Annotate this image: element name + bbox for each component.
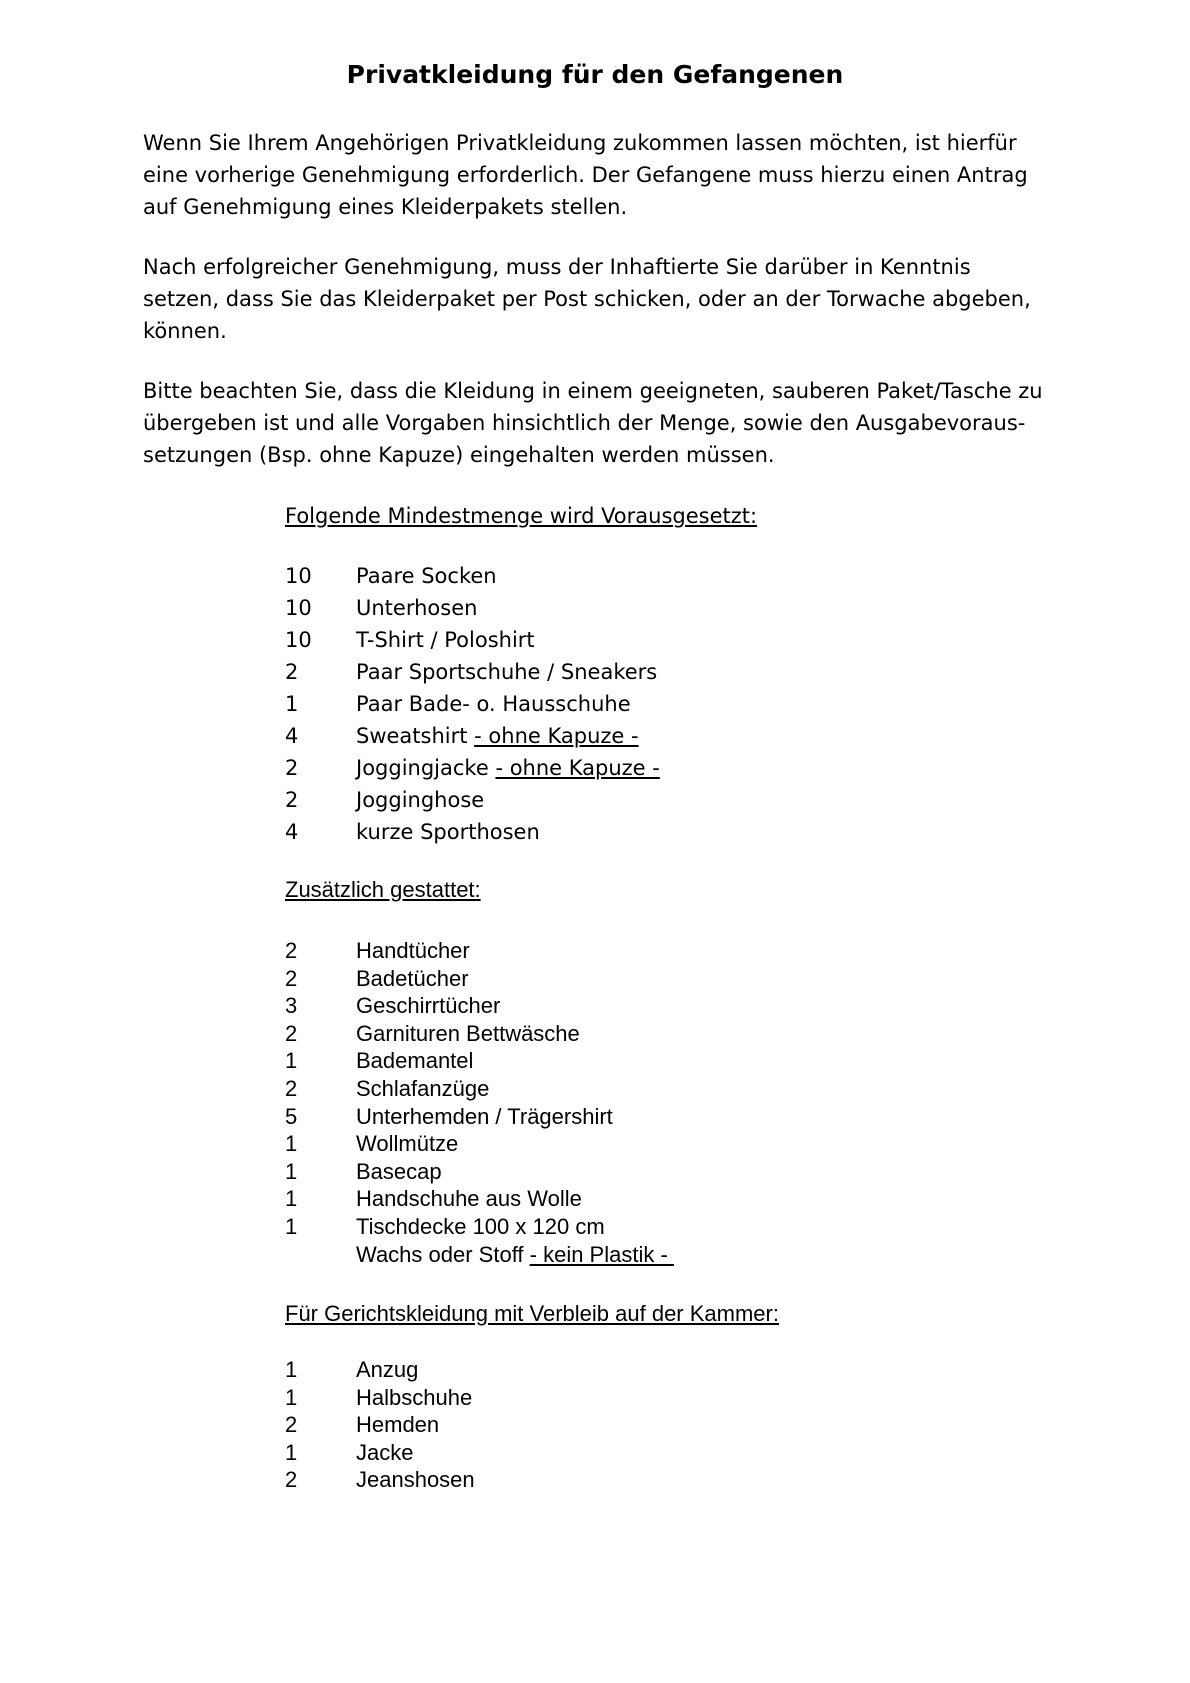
item-label bbox=[356, 1411, 439, 1439]
item-quantity: 2 bbox=[285, 1020, 298, 1046]
item-text: Unterhosen bbox=[356, 596, 478, 620]
item-text: Geschirrtücher bbox=[356, 993, 501, 1019]
item-quantity: 1 bbox=[285, 1048, 298, 1074]
list-item bbox=[285, 1075, 674, 1103]
list-item bbox=[285, 965, 674, 993]
item-quantity: 10 bbox=[285, 628, 312, 652]
item-label bbox=[356, 965, 469, 993]
list-item bbox=[285, 752, 757, 784]
item-label bbox=[356, 1185, 582, 1213]
item-note: - kein Plastik - bbox=[529, 1241, 674, 1267]
item-label bbox=[356, 720, 639, 752]
page-title: Privatkleidung für den Gefangenen bbox=[346, 60, 844, 89]
packaging-paragraph: Bitte beachten Sie, dass die Kleidung in einem geeigneten, sauberen Paket/Tasche zu übergeben ist und alle Vorgaben hinsichtlich der Menge, sowie den Ausgabevoraus- setzungen (Bsp. ohne Kapuze) eingehalten werden müssen. bbox=[143, 379, 1043, 467]
list-item bbox=[285, 688, 757, 720]
minimum-quantity-heading: Folgende Mindestmenge wird Vorausgesetzt: bbox=[285, 504, 758, 528]
item-quantity: 1 bbox=[285, 1186, 298, 1212]
item-text: Schlafanzüge bbox=[356, 1075, 490, 1101]
court-clothing-list bbox=[285, 1356, 779, 1494]
item-text: Hemden bbox=[356, 1412, 440, 1438]
item-text: Paar Bade- o. Hausschuhe bbox=[356, 692, 631, 716]
additional-allowed-list bbox=[285, 937, 674, 1268]
item-text: Handtücher bbox=[356, 938, 470, 963]
item-text: Wachs oder Stoff bbox=[356, 1241, 530, 1267]
item-label bbox=[356, 688, 631, 720]
list-item bbox=[285, 784, 757, 816]
item-note: - ohne Kapuze - bbox=[495, 756, 660, 780]
item-quantity: 5 bbox=[285, 1103, 298, 1129]
item-quantity: 1 bbox=[285, 1439, 298, 1465]
item-label bbox=[356, 656, 657, 688]
item-text: Halbschuhe bbox=[356, 1384, 473, 1410]
list-item bbox=[285, 1103, 674, 1131]
list-item bbox=[285, 1439, 779, 1467]
item-label bbox=[356, 560, 497, 592]
list-item bbox=[285, 1384, 779, 1412]
item-label bbox=[356, 1241, 674, 1269]
list-item bbox=[285, 1356, 779, 1384]
list-item bbox=[285, 592, 757, 624]
item-quantity: 4 bbox=[285, 820, 299, 844]
item-text: Paar Sportschuhe / Sneakers bbox=[356, 660, 658, 684]
item-label bbox=[356, 1384, 472, 1412]
item-quantity: 2 bbox=[285, 1467, 298, 1493]
item-label bbox=[356, 752, 660, 784]
list-item bbox=[285, 1466, 779, 1494]
item-text: Unterhemden / Trägershirt bbox=[356, 1103, 613, 1129]
item-text: Jacke bbox=[356, 1439, 414, 1465]
item-label bbox=[356, 1356, 418, 1384]
list-item bbox=[285, 992, 674, 1020]
item-quantity: 2 bbox=[285, 1412, 298, 1438]
item-label bbox=[356, 1213, 605, 1241]
item-quantity: 2 bbox=[285, 938, 298, 963]
list-item bbox=[285, 1130, 674, 1158]
item-text: kurze Sporthosen bbox=[356, 820, 540, 844]
item-quantity: 2 bbox=[285, 660, 299, 684]
minimum-quantity-list bbox=[285, 560, 757, 848]
court-clothing-heading: Für Gerichtskleidung mit Verbleib auf der Kammer: bbox=[285, 1301, 779, 1326]
item-text: Wollmütze bbox=[356, 1131, 459, 1157]
item-text: Tischdecke 100 x 120 cm bbox=[356, 1213, 605, 1239]
item-quantity: 2 bbox=[285, 756, 299, 780]
item-note: - ohne Kapuze - bbox=[474, 724, 639, 748]
item-text: Anzug bbox=[356, 1357, 419, 1382]
item-quantity: 2 bbox=[285, 965, 298, 991]
list-item bbox=[285, 1213, 674, 1241]
list-item bbox=[285, 1185, 674, 1213]
list-item bbox=[285, 720, 757, 752]
item-quantity: 4 bbox=[285, 724, 299, 748]
item-quantity: 2 bbox=[285, 1075, 298, 1101]
item-quantity bbox=[285, 1241, 356, 1269]
item-quantity: 1 bbox=[285, 1158, 298, 1184]
list-item bbox=[285, 1158, 674, 1186]
item-quantity: 2 bbox=[285, 788, 299, 812]
item-text: Badetücher bbox=[356, 965, 469, 991]
list-item bbox=[285, 560, 757, 592]
item-label bbox=[356, 592, 477, 624]
item-label bbox=[356, 624, 535, 656]
item-label bbox=[356, 1075, 489, 1103]
item-text: T-Shirt / Poloshirt bbox=[356, 628, 535, 652]
minimum-quantity-section bbox=[285, 500, 757, 848]
item-text: Bademantel bbox=[356, 1048, 474, 1074]
item-label bbox=[356, 1130, 458, 1158]
item-label bbox=[356, 1439, 413, 1467]
list-item bbox=[285, 1047, 674, 1075]
item-text: Sweatshirt bbox=[356, 724, 475, 748]
list-item bbox=[285, 1241, 674, 1269]
item-text: Jeanshosen bbox=[356, 1467, 475, 1493]
item-text: Handschuhe aus Wolle bbox=[356, 1186, 582, 1212]
item-label bbox=[356, 992, 500, 1020]
item-quantity: 3 bbox=[285, 993, 298, 1019]
item-text: Jogginghose bbox=[356, 788, 485, 812]
item-quantity: 1 bbox=[285, 1357, 298, 1382]
item-quantity: 10 bbox=[285, 596, 312, 620]
item-label bbox=[356, 784, 484, 816]
item-quantity: 1 bbox=[285, 1213, 298, 1239]
list-item bbox=[285, 937, 674, 965]
item-quantity: 1 bbox=[285, 692, 299, 716]
approval-paragraph: Nach erfolgreicher Genehmigung, muss der Inhaftierte Sie darüber in Kenntnis setzen, dass Sie das Kleiderpaket per Post schicken, oder an der Torwache abgeben, können. bbox=[143, 255, 1031, 343]
item-quantity: 1 bbox=[285, 1384, 298, 1410]
item-label bbox=[356, 1020, 580, 1048]
court-clothing-section bbox=[285, 1300, 779, 1494]
list-item bbox=[285, 656, 757, 688]
item-quantity: 10 bbox=[285, 564, 312, 588]
additional-allowed-heading: Zusätzlich gestattet: bbox=[285, 877, 481, 902]
item-text: Garnituren Bettwäsche bbox=[356, 1020, 580, 1046]
item-label bbox=[356, 1047, 473, 1075]
list-item bbox=[285, 816, 757, 848]
additional-allowed-section bbox=[285, 876, 674, 1268]
item-label bbox=[356, 1158, 442, 1186]
list-item bbox=[285, 624, 757, 656]
item-label bbox=[356, 1103, 613, 1131]
intro-paragraph: Wenn Sie Ihrem Angehörigen Privatkleidung zukommen lassen möchten, ist hierfür eine vorherige Genehmigung erforderlich. Der Gefangene muss hierzu einen Antrag auf Genehmigung eines Kleiderpakets stellen. bbox=[143, 131, 1028, 219]
item-label bbox=[356, 937, 470, 965]
item-text: Joggingjacke bbox=[356, 756, 496, 780]
item-text: Basecap bbox=[356, 1158, 442, 1184]
item-quantity: 1 bbox=[285, 1131, 298, 1157]
list-item bbox=[285, 1020, 674, 1048]
list-item bbox=[285, 1411, 779, 1439]
item-label bbox=[356, 816, 540, 848]
item-label bbox=[356, 1466, 475, 1494]
item-text: Paare Socken bbox=[356, 564, 497, 588]
